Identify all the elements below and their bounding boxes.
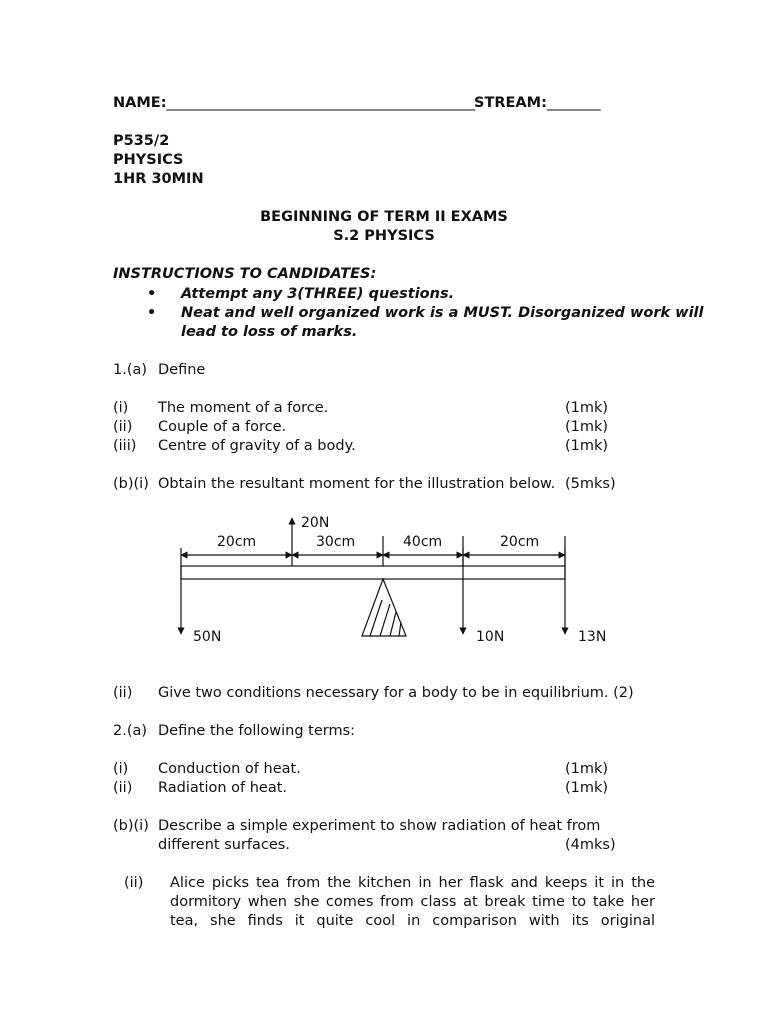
q2-part-marks: (1mk) xyxy=(565,761,609,777)
q1-part-num: (i) xyxy=(113,400,129,416)
exam-title: BEGINNING OF TERM II EXAMS xyxy=(260,209,508,225)
q2a-text: Define the following terms: xyxy=(158,723,356,739)
q1-part-marks: (1mk) xyxy=(565,400,609,416)
q2a-label: 2.(a) xyxy=(113,723,148,739)
name-label: NAME: xyxy=(113,95,167,111)
q2bii-text: Alice picks tea from the kitchen in her flask and keeps it in the xyxy=(170,875,655,891)
exam-subtitle: S.2 PHYSICS xyxy=(333,228,435,244)
instruction-item: lead to loss of marks. xyxy=(181,324,358,340)
paper-code: P535/2 xyxy=(113,133,170,149)
q1-part-num: (ii) xyxy=(113,419,133,435)
q1-part-text: Couple of a force. xyxy=(158,419,287,435)
q2-part-num: (i) xyxy=(113,761,129,777)
q2b-label: (b)(i) xyxy=(113,818,149,834)
q2b-text: Describe a simple experiment to show radiation of heat from xyxy=(158,818,601,834)
q1-part-text: Centre of gravity of a body. xyxy=(158,438,356,454)
instruction-item: Attempt any 3(THREE) questions. xyxy=(181,286,455,302)
up-force-label: 20N xyxy=(301,515,330,531)
q2-part-text: Radiation of heat. xyxy=(158,780,288,796)
q2b-text: different surfaces. xyxy=(158,837,290,853)
bullet-icon: • xyxy=(147,286,157,302)
down-force-label: 13N xyxy=(578,629,607,645)
distance-label: 20cm xyxy=(500,534,540,550)
q1b-text: Obtain the resultant moment for the illustration below. xyxy=(158,476,556,492)
distance-label: 30cm xyxy=(316,534,356,550)
q1bii-num: (ii) xyxy=(113,685,133,701)
instruction-item: Neat and well organized work is a MUST. Disorganized work will xyxy=(181,305,704,321)
q2bii-text: tea, she finds it quite cool in comparison with its original xyxy=(170,913,655,929)
q2-part-marks: (1mk) xyxy=(565,780,609,796)
down-force-label: 10N xyxy=(476,629,505,645)
q1b-marks: (5mks) xyxy=(565,476,616,492)
q1-part-marks: (1mk) xyxy=(565,438,609,454)
q2bii-text: dormitory when she comes from class at break time to take her xyxy=(170,894,655,910)
q2-part-text: Conduction of heat. xyxy=(158,761,301,777)
q1bii-text: Give two conditions necessary for a body to be in equilibrium. (2) xyxy=(158,685,634,701)
stream-blank: ________ xyxy=(546,95,601,111)
down-force-label: 50N xyxy=(193,629,222,645)
bullet-icon: • xyxy=(147,305,157,321)
q1a-label: 1.(a) xyxy=(113,362,148,378)
stream-label: STREAM: xyxy=(474,95,547,111)
q1-part-num: (iii) xyxy=(113,438,137,454)
duration: 1HR 30MIN xyxy=(113,171,204,187)
distance-label: 20cm xyxy=(217,534,257,550)
pivot-icon xyxy=(362,579,406,636)
q1a-text: Define xyxy=(158,362,206,378)
instructions-heading: INSTRUCTIONS TO CANDIDATES: xyxy=(113,266,377,282)
subject: PHYSICS xyxy=(113,152,184,168)
q2-part-num: (ii) xyxy=(113,780,133,796)
q2bii-num: (ii) xyxy=(124,875,144,891)
q2b-marks: (4mks) xyxy=(565,837,616,853)
q1-part-marks: (1mk) xyxy=(565,419,609,435)
beam xyxy=(181,566,565,579)
q1b-label: (b)(i) xyxy=(113,476,149,492)
name-blank: __________________________________________________ xyxy=(166,95,475,111)
distance-label: 40cm xyxy=(403,534,443,550)
q1-part-text: The moment of a force. xyxy=(158,400,329,416)
